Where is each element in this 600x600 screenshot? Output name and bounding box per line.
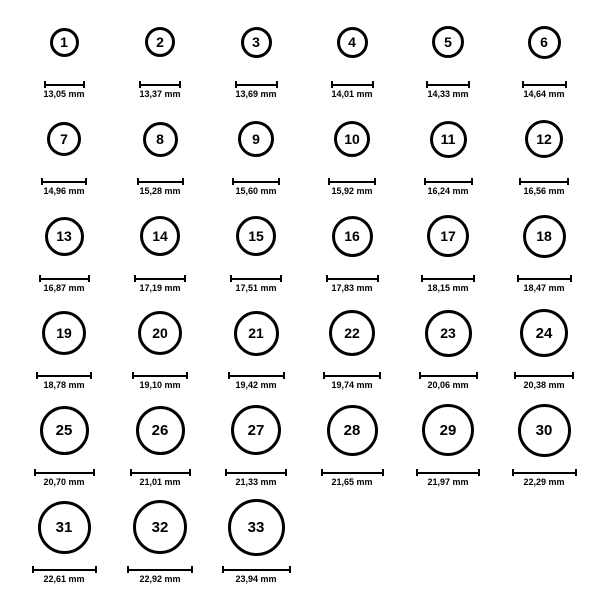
measure-bar-icon (137, 178, 184, 185)
ring-circle-wrap (231, 396, 281, 464)
diameter-measure (225, 469, 287, 487)
ring-circle-wrap (45, 202, 84, 270)
ring-circle-wrap (228, 493, 285, 561)
ring-size-label: 4 (348, 34, 356, 50)
ring-size-item (114, 396, 206, 487)
ring-size-label: 32 (151, 518, 169, 536)
ring-size-item (498, 105, 590, 196)
diameter-measure (235, 81, 278, 99)
diameter-measure (419, 372, 478, 390)
diameter-measure (43, 81, 84, 99)
ring-size-label: 15 (248, 228, 264, 244)
ring-size-label: 33 (247, 518, 265, 536)
diameter-measure (230, 275, 282, 293)
ring-circle (40, 406, 89, 455)
diameter-label: 20,06 mm (427, 380, 469, 390)
ring-circle (334, 121, 370, 157)
diameter-label: 19,74 mm (331, 380, 373, 390)
ring-size-item (306, 105, 398, 196)
measure-bar-icon (130, 469, 191, 476)
diameter-label: 16,56 mm (523, 186, 565, 196)
diameter-label: 19,42 mm (235, 380, 277, 390)
diameter-measure (328, 178, 376, 196)
ring-circle (143, 122, 178, 157)
ring-circle (238, 121, 274, 157)
diameter-label: 17,51 mm (235, 283, 277, 293)
ring-circle (140, 216, 180, 256)
diameter-label: 19,10 mm (139, 380, 181, 390)
diameter-measure (421, 275, 475, 293)
ring-size-item (402, 299, 494, 390)
diameter-measure (514, 372, 574, 390)
ring-size-item (498, 396, 590, 487)
ring-circle (133, 500, 187, 554)
ring-size-item (402, 8, 494, 99)
diameter-label: 14,33 mm (427, 89, 469, 99)
ring-size-label: 8 (156, 131, 164, 147)
ring-size-label: 11 (440, 131, 456, 147)
diameter-label: 20,70 mm (43, 477, 85, 487)
diameter-measure (222, 566, 291, 584)
ring-circle-wrap (50, 8, 79, 76)
ring-size-label: 13 (56, 228, 72, 244)
ring-size-item (210, 8, 302, 99)
ring-size-label: 23 (440, 325, 456, 341)
diameter-measure (512, 469, 577, 487)
measure-bar-icon (132, 372, 188, 379)
measure-bar-icon (426, 81, 470, 88)
ring-circle-wrap (143, 105, 178, 173)
ring-size-label: 20 (152, 325, 168, 341)
ring-circle (38, 501, 91, 554)
diameter-label: 15,28 mm (139, 186, 181, 196)
ring-size-label: 14 (152, 228, 168, 244)
diameter-measure (39, 275, 90, 293)
diameter-measure (426, 81, 470, 99)
ring-circle-wrap (234, 299, 279, 367)
measure-bar-icon (522, 81, 567, 88)
ring-circle-wrap (329, 299, 375, 367)
ring-circle-wrap (241, 8, 272, 76)
measure-bar-icon (228, 372, 285, 379)
ring-circle (329, 310, 375, 356)
diameter-label: 20,38 mm (523, 380, 565, 390)
ring-circle (50, 28, 79, 57)
diameter-label: 18,78 mm (43, 380, 85, 390)
ring-circle (241, 27, 272, 58)
measure-bar-icon (424, 178, 473, 185)
ring-circle-wrap (138, 299, 182, 367)
ring-size-item (498, 202, 590, 293)
ring-circle-wrap (238, 105, 274, 173)
ring-size-item (306, 8, 398, 99)
ring-circle-wrap (332, 202, 373, 270)
ring-size-item (210, 299, 302, 390)
diameter-measure (139, 81, 181, 99)
diameter-label: 13,69 mm (235, 89, 277, 99)
measure-bar-icon (34, 469, 95, 476)
ring-size-item (18, 8, 110, 99)
measure-bar-icon (225, 469, 287, 476)
diameter-measure (424, 178, 473, 196)
ring-size-item (210, 202, 302, 293)
ring-size-item (18, 493, 110, 584)
ring-circle-wrap (47, 105, 81, 173)
diameter-measure (41, 178, 87, 196)
ring-circle-wrap (518, 396, 571, 464)
diameter-measure (132, 372, 188, 390)
ring-size-label: 10 (344, 131, 360, 147)
ring-size-item (18, 202, 110, 293)
measure-bar-icon (419, 372, 478, 379)
ring-circle-wrap (337, 8, 368, 76)
ring-size-item (402, 105, 494, 196)
ring-circle-wrap (427, 202, 469, 270)
ring-size-item (114, 202, 206, 293)
diameter-measure (522, 81, 567, 99)
ring-circle (234, 311, 279, 356)
measure-bar-icon (331, 81, 374, 88)
diameter-label: 21,01 mm (139, 477, 181, 487)
measure-bar-icon (230, 275, 282, 282)
ring-size-label: 9 (252, 131, 260, 147)
diameter-measure (416, 469, 480, 487)
ring-circle (145, 27, 175, 57)
ring-circle-wrap (432, 8, 464, 76)
ring-size-label: 19 (56, 325, 72, 341)
diameter-measure (519, 178, 569, 196)
measure-bar-icon (328, 178, 376, 185)
measure-bar-icon (139, 81, 181, 88)
ring-size-label: 2 (156, 34, 164, 50)
diameter-label: 23,94 mm (235, 574, 277, 584)
ring-circle (47, 122, 81, 156)
measure-bar-icon (235, 81, 278, 88)
measure-bar-icon (517, 275, 572, 282)
ring-circle-wrap (42, 299, 86, 367)
diameter-label: 16,87 mm (43, 283, 85, 293)
ring-circle-wrap (133, 493, 187, 561)
ring-circle (430, 121, 467, 158)
ring-size-item (498, 299, 590, 390)
ring-circle (236, 216, 276, 256)
measure-bar-icon (323, 372, 381, 379)
ring-size-item (210, 493, 302, 584)
ring-size-label: 1 (60, 34, 68, 50)
ring-circle (45, 217, 84, 256)
ring-circle-wrap (528, 8, 561, 76)
ring-circle-wrap (38, 493, 91, 561)
measure-bar-icon (232, 178, 280, 185)
ring-size-item (114, 8, 206, 99)
ring-size-label: 29 (439, 421, 457, 439)
ring-size-label: 24 (535, 324, 553, 342)
ring-size-label: 31 (55, 518, 73, 536)
ring-circle-wrap (425, 299, 472, 367)
ring-circle (520, 309, 568, 357)
ring-size-label: 6 (540, 34, 548, 50)
diameter-label: 22,29 mm (523, 477, 565, 487)
ring-size-label: 21 (248, 325, 264, 341)
diameter-measure (130, 469, 191, 487)
ring-circle-wrap (140, 202, 180, 270)
ring-size-label: 16 (344, 228, 360, 244)
diameter-label: 22,61 mm (43, 574, 85, 584)
ring-circle (525, 120, 563, 158)
ring-size-item (18, 105, 110, 196)
ring-circle-wrap (334, 105, 370, 173)
measure-bar-icon (421, 275, 475, 282)
diameter-measure (137, 178, 184, 196)
measure-bar-icon (222, 566, 291, 573)
ring-size-label: 17 (440, 228, 456, 244)
ring-size-label: 18 (536, 228, 552, 244)
ring-size-item (210, 396, 302, 487)
diameter-label: 15,92 mm (331, 186, 373, 196)
measure-bar-icon (134, 275, 186, 282)
ring-size-label: 7 (60, 131, 68, 147)
diameter-label: 13,05 mm (43, 89, 85, 99)
diameter-label: 13,37 mm (139, 89, 181, 99)
ring-size-item (18, 299, 110, 390)
diameter-label: 14,01 mm (331, 89, 373, 99)
measure-bar-icon (127, 566, 193, 573)
ring-circle (528, 26, 561, 59)
diameter-measure (228, 372, 285, 390)
ring-size-label: 22 (344, 325, 360, 341)
ring-size-item (306, 396, 398, 487)
ring-size-item (114, 299, 206, 390)
diameter-measure (134, 275, 186, 293)
measure-bar-icon (36, 372, 92, 379)
diameter-measure (321, 469, 384, 487)
diameter-label: 17,83 mm (331, 283, 373, 293)
ring-circle-wrap (145, 8, 175, 76)
ring-circle-wrap (525, 105, 563, 173)
diameter-measure (326, 275, 379, 293)
ring-circle-wrap (236, 202, 276, 270)
diameter-measure (331, 81, 374, 99)
diameter-measure (323, 372, 381, 390)
ring-circle (518, 404, 571, 457)
ring-size-label: 27 (247, 421, 265, 439)
diameter-measure (127, 566, 193, 584)
ring-circle (327, 405, 378, 456)
diameter-label: 15,60 mm (235, 186, 277, 196)
ring-size-item (210, 105, 302, 196)
diameter-label: 18,47 mm (523, 283, 565, 293)
measure-bar-icon (416, 469, 480, 476)
ring-circle-wrap (422, 396, 474, 464)
measure-bar-icon (326, 275, 379, 282)
diameter-measure (34, 469, 95, 487)
ring-circle (425, 310, 472, 357)
measure-bar-icon (44, 81, 85, 88)
diameter-label: 16,24 mm (427, 186, 469, 196)
ring-circle-wrap (136, 396, 185, 464)
ring-circle (138, 311, 182, 355)
ring-circle-wrap (523, 202, 566, 270)
ring-circle (523, 215, 566, 258)
ring-size-label: 3 (252, 34, 260, 50)
ring-size-label: 5 (444, 34, 452, 50)
ring-circle (228, 499, 285, 556)
diameter-measure (232, 178, 280, 196)
measure-bar-icon (32, 566, 97, 573)
ring-size-label: 25 (55, 421, 73, 439)
measure-bar-icon (514, 372, 574, 379)
ring-circle (231, 405, 281, 455)
ring-size-item (306, 299, 398, 390)
ring-circle (427, 215, 469, 257)
ring-circle (432, 26, 464, 58)
measure-bar-icon (39, 275, 90, 282)
diameter-label: 22,92 mm (139, 574, 181, 584)
measure-bar-icon (512, 469, 577, 476)
diameter-measure (517, 275, 572, 293)
ring-circle-wrap (40, 396, 89, 464)
diameter-label: 14,96 mm (43, 186, 85, 196)
ring-size-item (114, 105, 206, 196)
measure-bar-icon (321, 469, 384, 476)
ring-size-item (402, 202, 494, 293)
diameter-label: 21,33 mm (235, 477, 277, 487)
diameter-label: 17,19 mm (139, 283, 181, 293)
diameter-label: 14,64 mm (523, 89, 565, 99)
ring-circle-wrap (430, 105, 467, 173)
ring-circle-wrap (327, 396, 378, 464)
ring-circle-wrap (520, 299, 568, 367)
ring-circle (422, 404, 474, 456)
ring-size-item (498, 8, 590, 99)
ring-size-item (18, 396, 110, 487)
ring-size-item (402, 396, 494, 487)
diameter-label: 21,65 mm (331, 477, 373, 487)
ring-circle (332, 216, 373, 257)
ring-circle (337, 27, 368, 58)
ring-size-item (114, 493, 206, 584)
diameter-label: 21,97 mm (427, 477, 469, 487)
diameter-measure (32, 566, 97, 584)
ring-size-label: 28 (343, 421, 361, 439)
diameter-measure (36, 372, 92, 390)
measure-bar-icon (41, 178, 87, 185)
ring-circle (136, 406, 185, 455)
ring-size-label: 30 (535, 421, 553, 439)
diameter-label: 18,15 mm (427, 283, 469, 293)
measure-bar-icon (519, 178, 569, 185)
ring-size-label: 26 (151, 421, 169, 439)
ring-circle (42, 311, 86, 355)
ring-size-item (306, 202, 398, 293)
ring-size-label: 12 (536, 131, 552, 147)
